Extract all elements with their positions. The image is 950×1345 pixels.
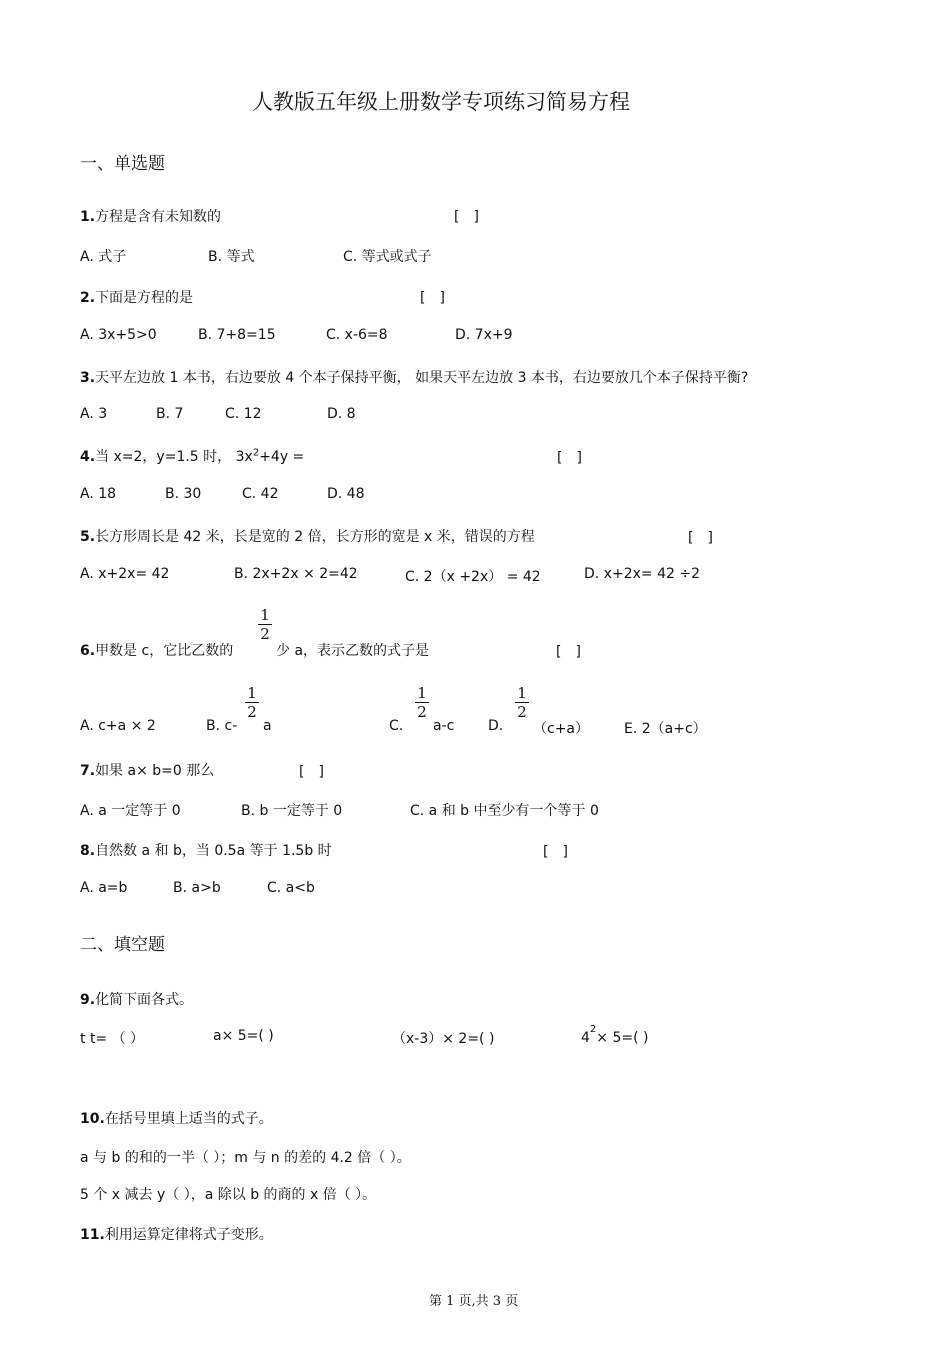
option-c[interactable]: C. 等式或式子 <box>343 249 432 265</box>
question-9 <box>80 989 193 1009</box>
question-number: 11. <box>80 1227 105 1243</box>
option-c[interactable]: C. 12 <box>225 406 262 422</box>
expression-rest: × 5=( ) <box>596 1029 649 1046</box>
fraction-half <box>515 685 529 720</box>
question-text: 利用运算定律将式子变形。 <box>104 1227 273 1243</box>
option-d[interactable]: D. x+2x= 42 ÷2 <box>584 566 700 582</box>
option-d[interactable]: D. 48 <box>327 486 365 502</box>
option-a[interactable]: A. 3 <box>80 406 108 422</box>
fraction-denominator: 2 <box>517 703 527 721</box>
question-number: 10. <box>80 1111 105 1127</box>
question-number: 7. <box>80 763 96 779</box>
option-c-prefix[interactable]: C. <box>389 718 404 734</box>
question-number: 2. <box>80 290 96 306</box>
question-10 <box>80 1108 273 1128</box>
option-d[interactable]: D. 8 <box>327 406 356 422</box>
question-text: 少 a，表示乙数的式子是 <box>276 643 430 659</box>
option-b[interactable]: B. 7+8=15 <box>198 327 276 343</box>
fill-line-2[interactable]: 5 个 x 减去 y（ ），a 除以 b 的商的 x 倍（ ）。 <box>80 1187 377 1203</box>
fraction-denominator: 2 <box>260 625 270 643</box>
option-b-suffix[interactable]: a <box>263 718 272 734</box>
fraction-half <box>258 607 272 642</box>
question-number: 8. <box>80 843 96 859</box>
question-text: 当 x=2，y=1.5 时， 3x <box>95 449 253 465</box>
question-text: 方程是含有未知数的 <box>95 209 222 225</box>
question-1 <box>80 206 221 226</box>
answer-bracket[interactable]: [ ] <box>299 764 324 780</box>
question-number: 9. <box>80 992 96 1008</box>
fraction-half <box>245 685 259 720</box>
option-e[interactable]: E. 2（a+c） <box>624 721 707 737</box>
question-text: 长方形周长是 42 米，长是宽的 2 倍，长方形的宽是 x 米，错误的方程 <box>95 529 535 545</box>
question-text: +4y = <box>259 449 305 465</box>
question-text: 下面是方程的是 <box>95 290 194 306</box>
option-b[interactable]: B. b 一定等于 0 <box>241 803 343 819</box>
question-text: 在括号里填上适当的式子。 <box>104 1111 273 1127</box>
question-text: 自然数 a 和 b，当 0.5a 等于 1.5b 时 <box>95 843 332 859</box>
question-text: 化简下面各式。 <box>95 992 194 1008</box>
question-8 <box>80 840 332 860</box>
fraction-half <box>415 685 429 720</box>
question-7 <box>80 760 214 780</box>
option-b[interactable]: B. a>b <box>173 880 221 896</box>
option-a[interactable]: A. x+2x= 42 <box>80 566 170 582</box>
answer-bracket[interactable]: [ ] <box>454 209 479 225</box>
fraction-numerator: 1 <box>517 684 527 702</box>
answer-bracket[interactable]: [ ] <box>557 450 582 466</box>
option-c[interactable]: C. 42 <box>242 486 279 502</box>
question-text: 如果 a× b=0 那么 <box>95 763 215 779</box>
option-b[interactable]: B. 30 <box>165 486 202 502</box>
option-a[interactable]: A. c+a × 2 <box>80 718 156 734</box>
question-text: 甲数是 c，它比乙数的 <box>95 643 234 659</box>
question-number: 6. <box>80 643 96 659</box>
question-number: 3. <box>80 370 96 386</box>
fraction-denominator: 2 <box>247 703 257 721</box>
option-b[interactable]: B. 2x+2x × 2=42 <box>234 566 358 582</box>
option-a[interactable]: A. 式子 <box>80 249 127 265</box>
question-2 <box>80 287 193 307</box>
exponent: 2 <box>252 447 260 459</box>
answer-bracket[interactable]: [ ] <box>688 530 713 546</box>
answer-bracket[interactable]: [ ] <box>420 290 445 306</box>
question-4 <box>80 446 304 466</box>
fraction-numerator: 1 <box>247 684 257 702</box>
page-title: 人教版五年级上册数学专项练习简易方程 <box>252 90 630 114</box>
blank-expression-4[interactable] <box>581 1024 649 1046</box>
option-a[interactable]: A. 3x+5>0 <box>80 327 157 343</box>
blank-expression-3[interactable]: （x-3）× 2=( ) <box>392 1031 495 1047</box>
option-c[interactable]: C. a<b <box>267 880 315 896</box>
option-b[interactable]: B. 7 <box>156 406 184 422</box>
fraction-numerator: 1 <box>260 606 270 624</box>
section-heading-single-choice: 一、单选题 <box>80 154 165 174</box>
fraction-denominator: 2 <box>417 703 427 721</box>
fraction-numerator: 1 <box>417 684 427 702</box>
fill-line-1[interactable]: a 与 b 的和的一半（ ）；m 与 n 的差的 4.2 倍（ ）。 <box>80 1150 411 1166</box>
blank-expression-1[interactable]: t t= （ ） <box>80 1031 145 1047</box>
option-d-prefix[interactable]: D. <box>488 718 504 734</box>
question-number: 4. <box>80 449 96 465</box>
base: 4 <box>581 1029 590 1046</box>
answer-bracket[interactable]: [ ] <box>556 644 581 660</box>
option-c[interactable]: C. x-6=8 <box>326 327 388 343</box>
option-c-suffix[interactable]: a-c <box>433 718 455 734</box>
option-c[interactable]: C. 2（x +2x） = 42 <box>405 569 541 585</box>
question-6 <box>80 640 233 660</box>
option-b-prefix[interactable]: B. c- <box>206 718 238 734</box>
answer-bracket[interactable]: [ ] <box>543 844 568 860</box>
question-11 <box>80 1224 273 1244</box>
question-5 <box>80 526 535 546</box>
option-c[interactable]: C. a 和 b 中至少有一个等于 0 <box>410 803 599 819</box>
blank-expression-2[interactable]: a× 5=( ) <box>213 1028 274 1044</box>
option-a[interactable]: A. 18 <box>80 486 117 502</box>
option-d-suffix[interactable]: （c+a） <box>533 721 590 737</box>
question-number: 1. <box>80 209 96 225</box>
question-text: 天平左边放 1 本书，右边要放 4 个本子保持平衡， 如果天平左边放 3 本书，右边要放几个本子保持平衡? <box>95 370 749 386</box>
exponent: 2 <box>589 1024 597 1035</box>
question-number: 5. <box>80 529 96 545</box>
question-3 <box>80 367 748 387</box>
option-a[interactable]: A. a=b <box>80 880 128 896</box>
section-heading-fill-blank: 二、填空题 <box>80 935 165 955</box>
option-b[interactable]: B. 等式 <box>208 249 255 265</box>
option-a[interactable]: A. a 一定等于 0 <box>80 803 181 819</box>
page-footer: 第 1 页,共 3 页 <box>429 1294 519 1309</box>
option-d[interactable]: D. 7x+9 <box>455 327 513 343</box>
